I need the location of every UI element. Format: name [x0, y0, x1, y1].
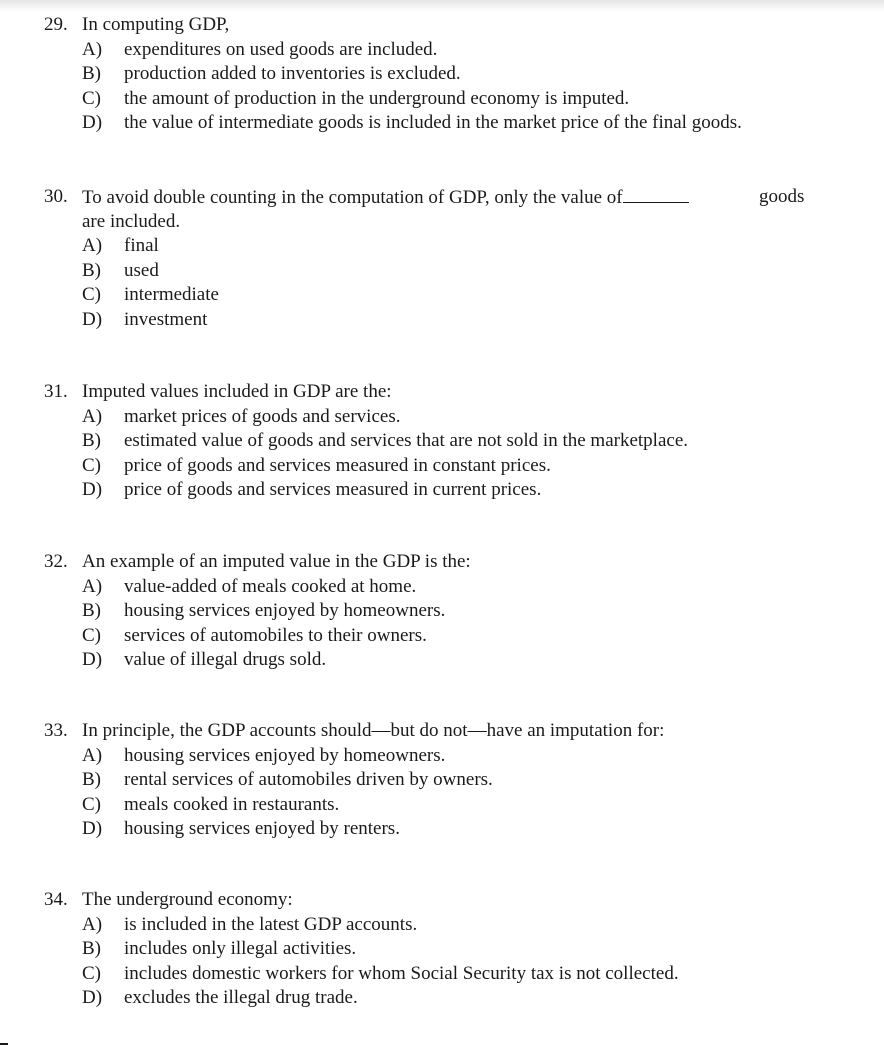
option-letter: B): [82, 430, 101, 451]
option-b: [0, 259, 884, 284]
option-letter: D): [82, 818, 103, 839]
option-text: final: [124, 235, 159, 256]
option-b: [0, 429, 884, 454]
option-text: value of illegal drugs sold.: [124, 649, 327, 670]
question-stem: [0, 185, 884, 210]
option-letter: D): [82, 308, 103, 330]
option-letter: A): [82, 405, 103, 427]
option-letter: C): [82, 793, 101, 815]
option-letter: D): [82, 112, 103, 133]
option-text: services of automobiles to their owners.: [124, 624, 427, 646]
option-text: used: [124, 259, 159, 281]
question-32: [0, 550, 884, 673]
option-a: [0, 913, 884, 938]
question-30: [0, 185, 884, 332]
question-stem: [0, 550, 884, 575]
top-shadow: [0, 0, 884, 12]
question-text: are included.: [82, 210, 181, 232]
question-text: In principle, the GDP accounts should—but do not—have an imputation for:: [82, 720, 665, 741]
option-letter: D): [82, 987, 103, 1008]
question-34: [0, 888, 884, 1011]
option-text: housing services enjoyed by homeowners.: [124, 600, 446, 621]
option-text: price of goods and services measured in constant prices.: [124, 454, 551, 476]
option-b: [0, 599, 884, 624]
option-text: meals cooked in restaurants.: [124, 793, 340, 815]
question-text: To avoid double counting in the computation of GDP, only the value of: [82, 187, 623, 208]
option-d: [0, 648, 884, 673]
option-letter: B): [82, 259, 101, 281]
option-c: [0, 454, 884, 479]
question-number: 33.: [44, 720, 68, 741]
question-number: 34.: [44, 889, 68, 910]
question-33: [0, 719, 884, 842]
question-29: [0, 13, 884, 136]
option-letter: D): [82, 479, 103, 500]
question-stem: [0, 380, 884, 405]
option-d: [0, 111, 884, 136]
option-letter: A): [82, 235, 103, 256]
option-d: [0, 308, 884, 333]
option-text: the value of intermediate goods is included in the market price of the final goods.: [124, 112, 742, 133]
option-letter: A): [82, 38, 103, 60]
option-a: [0, 744, 884, 769]
option-letter: B): [82, 600, 101, 621]
option-a: [0, 405, 884, 430]
question-stem-continued: [0, 210, 884, 235]
option-a: [0, 234, 884, 259]
question-text-with-blank: [82, 185, 689, 211]
question-text: Imputed values included in GDP are the:: [82, 381, 392, 402]
option-d: [0, 478, 884, 503]
option-c: [0, 793, 884, 818]
option-text: estimated value of goods and services that are not sold in the marketplace.: [124, 430, 689, 451]
option-text: excludes the illegal drug trade.: [124, 987, 358, 1008]
option-d: [0, 986, 884, 1011]
option-letter: B): [82, 938, 101, 959]
option-text: market prices of goods and services.: [124, 405, 401, 427]
option-letter: A): [82, 575, 103, 597]
option-c: [0, 87, 884, 112]
option-text: price of goods and services measured in current prices.: [124, 479, 542, 500]
option-text: includes domestic workers for whom Social Security tax is not collected.: [124, 962, 679, 984]
option-text: expenditures on used goods are included.: [124, 38, 438, 60]
option-text: intermediate: [124, 284, 219, 305]
question-stem: [0, 13, 884, 38]
option-letter: C): [82, 87, 101, 109]
option-text: value-added of meals cooked at home.: [124, 575, 417, 597]
option-letter: C): [82, 284, 101, 305]
corner-mark: [0, 1043, 8, 1045]
question-31: [0, 380, 884, 503]
option-a: [0, 575, 884, 600]
option-letter: C): [82, 454, 101, 476]
fill-in-blank: [623, 185, 689, 203]
option-text: the amount of production in the underground economy is imputed.: [124, 87, 630, 109]
option-c: [0, 283, 884, 308]
question-stem: [0, 719, 884, 744]
option-text: production added to inventories is excluded.: [124, 63, 461, 84]
option-a: [0, 38, 884, 63]
option-letter: C): [82, 624, 101, 646]
question-number: 30.: [44, 186, 68, 207]
option-c: [0, 962, 884, 987]
option-text: is included in the latest GDP accounts.: [124, 913, 418, 935]
option-text: housing services enjoyed by homeowners.: [124, 744, 446, 766]
option-letter: A): [82, 913, 103, 935]
question-text-tail: goods: [759, 186, 805, 207]
question-text: An example of an imputed value in the GDP is the:: [82, 551, 471, 572]
option-text: includes only illegal activities.: [124, 938, 357, 959]
question-number: 31.: [44, 381, 68, 402]
question-text: The underground economy:: [82, 889, 293, 910]
option-letter: C): [82, 962, 101, 984]
option-d: [0, 817, 884, 842]
option-letter: B): [82, 769, 101, 790]
question-stem: [0, 888, 884, 913]
option-letter: D): [82, 649, 103, 670]
question-number: 32.: [44, 551, 68, 572]
question-number: 29.: [44, 14, 68, 35]
question-text: In computing GDP,: [82, 14, 230, 35]
option-c: [0, 624, 884, 649]
option-b: [0, 62, 884, 87]
option-b: [0, 937, 884, 962]
option-text: investment: [124, 308, 208, 330]
option-b: [0, 768, 884, 793]
option-letter: B): [82, 63, 101, 84]
option-letter: A): [82, 744, 103, 766]
option-text: housing services enjoyed by renters.: [124, 818, 400, 839]
option-text: rental services of automobiles driven by owners.: [124, 769, 493, 790]
